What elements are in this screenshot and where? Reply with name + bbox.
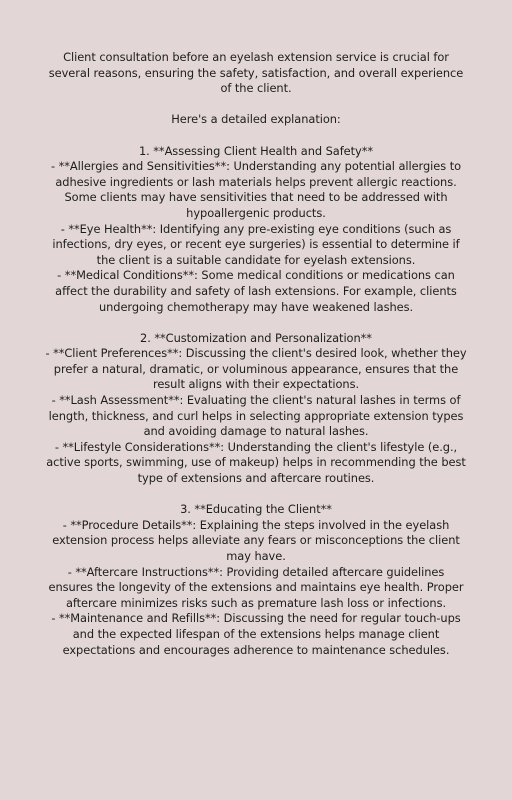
section-heading: 2. **Customization and Personalization**: [140, 330, 372, 345]
section-educating: [44, 502, 468, 658]
list-item: - **Allergies and Sensitivities**: Understanding any potential allergies to adhesive ingredients or lash materials helps prevent allergic reactions. Some clients may have sensitivities that need to be addressed with hypoallergenic products.: [50, 159, 462, 220]
list-item: - **Lifestyle Considerations**: Understanding the client's lifestyle (e.g., active sports, swimming, use of makeup) helps in recommending the best type of extensions and aftercare routines.: [46, 439, 466, 486]
lead-paragraph: Here's a detailed explanation:: [171, 112, 341, 127]
spacer: [44, 128, 468, 144]
spacer: [44, 97, 468, 113]
list-item: - **Maintenance and Refills**: Discussing the need for regular touch-ups and the expected lifespan of the extensions helps manage client expectations and encourages adherence to maintenance schedules.: [51, 611, 461, 657]
document-body: [44, 50, 468, 658]
list-item: - **Procedure Details**: Explaining the steps involved in the eyelash extension process helps alleviate any fears or misconceptions the client may have.: [52, 517, 460, 563]
section-customization: [44, 331, 468, 487]
list-item: - **Medical Conditions**: Some medical conditions or medications can affect the durability and safety of lash extensions. For example, clients undergoing chemotherapy may have weakened lashes.: [55, 268, 457, 314]
section-heading: 1. **Assessing Client Health and Safety**: [138, 143, 374, 158]
list-item: - **Lash Assessment**: Evaluating the client's natural lashes in terms of length, thickness, and curl helps in selecting appropriate extension types and avoiding damage to natural lashes.: [48, 393, 464, 439]
section-heading: 3. **Educating the Client**: [180, 502, 332, 517]
intro-paragraph: Client consultation before an eyelash extension service is crucial for several reasons, ensuring the safety, satisfaction, and overall experience of the client.: [48, 50, 464, 96]
spacer: [44, 487, 468, 503]
list-item: - **Aftercare Instructions**: Providing detailed aftercare guidelines ensures the longevity of the extensions and maintains eye health. Proper aftercare minimizes risks such as premature lash loss or infections.: [48, 564, 464, 610]
section-health-safety: [44, 144, 468, 316]
list-item: - **Eye Health**: Identifying any pre-existing eye conditions (such as infections, dry eyes, or recent eye surgeries) is essential to determine if the client is a suitable candidate for eyelash extensions.: [52, 221, 460, 267]
list-item: - **Client Preferences**: Discussing the client's desired look, whether they prefer a natural, dramatic, or voluminous appearance, ensures that the result aligns with their expectations.: [45, 346, 467, 392]
spacer: [44, 315, 468, 331]
